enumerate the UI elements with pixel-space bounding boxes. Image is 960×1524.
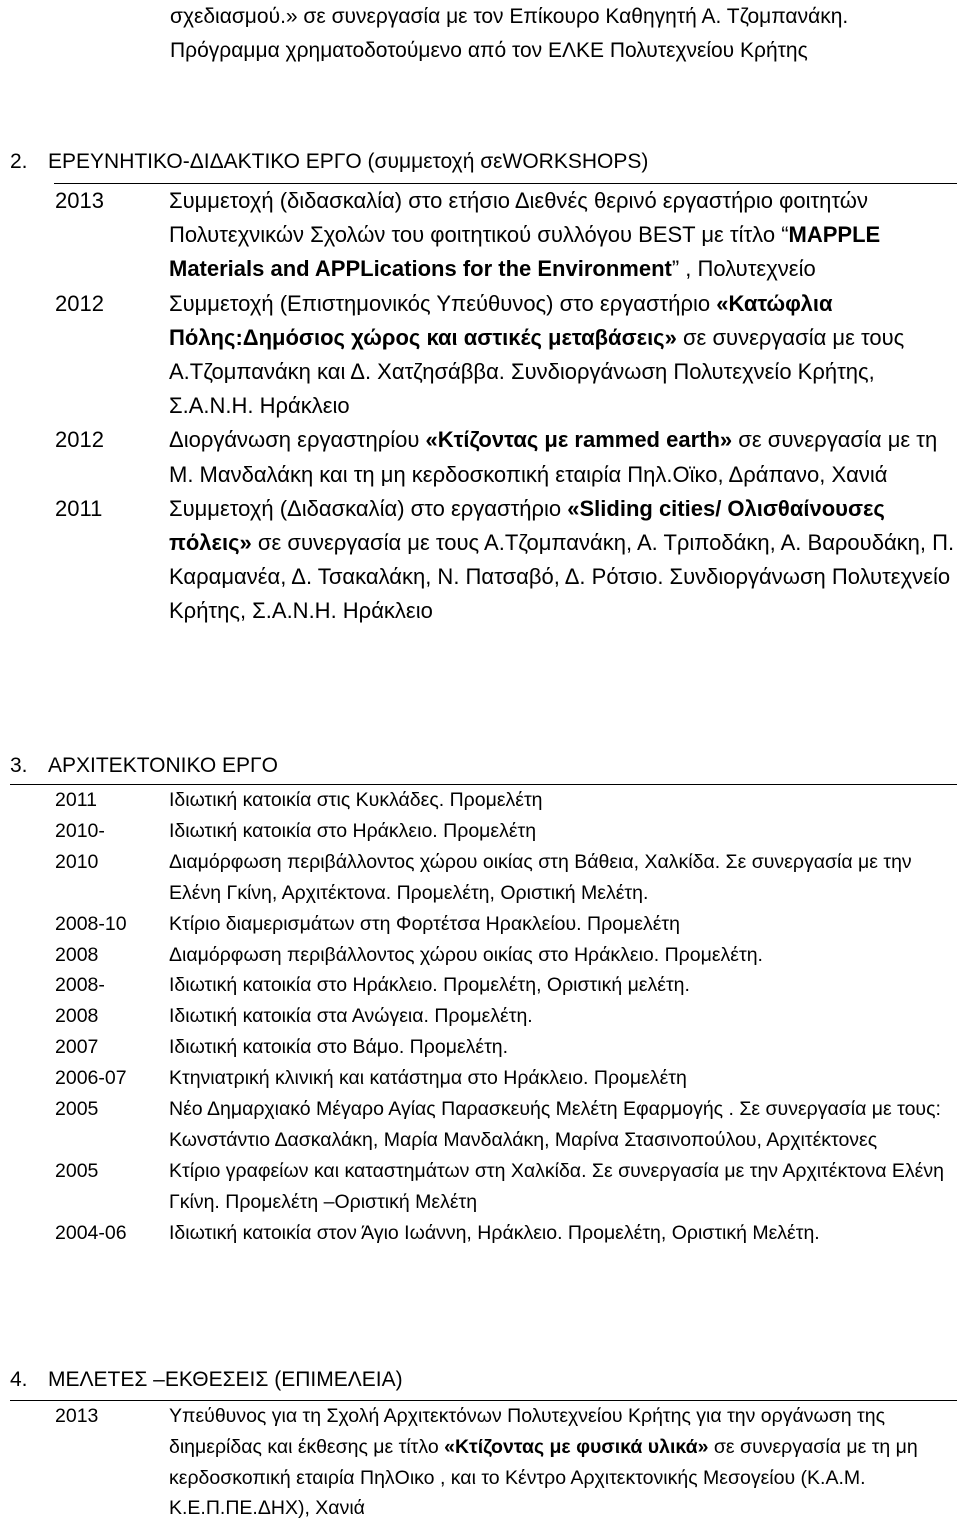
entry-text: σε συνεργασία με τους Α.Τζομπανάκη και Δ. Χατζησάββα. Συνδιοργάνωση Πολυτεχνείο Κρήτης, Σ.Α.Ν.Η. Ηράκλειο <box>169 324 905 419</box>
section-number: 2. <box>10 150 28 173</box>
entry-year: 2012 <box>55 427 104 453</box>
entry-year: 2013 <box>55 188 104 213</box>
section-title-text: ΕΡΕΥΝΗΤΙΚΟ-ΔΙΔΑΚΤΙΚΟ ΕΡΓΟ (συμμετοχή σεWORKSHOPS) <box>48 150 649 173</box>
section-2-heading <box>10 150 648 174</box>
entry-description <box>169 423 959 491</box>
entry-text: Υπεύθυνος για τη Σχολή Αρχιτεκτόνων Πολυτεχνείου Κρήτης για την οργάνωση της διημερίδας και έκθεσης με τίτλο <box>169 1405 885 1458</box>
entry-text: Συμμετοχή (Επιστημονικός Υπεύθυνος) στο εργαστήριο <box>169 290 717 316</box>
entry-bold-title: «Κατώφλια Πόλης:Δημόσιος χώρος και αστικές μεταβάσεις» <box>169 290 833 350</box>
entry-year: 2008 <box>55 1005 99 1028</box>
entry-description: Ιδιωτική κατοικία στο Βάμο. Προμελέτη. <box>169 1036 509 1059</box>
entry-text: Συμμετοχή (διδασκαλία) στο ετήσιο Διεθνές θερινό εργαστήριο φοιτητών Πολυτεχνικών Σχολών του φοιτητικού συλλόγου BEST με τίτλο “ <box>169 188 868 248</box>
entry-text: σε συνεργασία με τη Μ. Μανδαλάκη και τη μη κερδοσκοπική εταιρία Πηλ.Οϊκο, Δράπανο, Χανιά <box>169 427 938 487</box>
list-item <box>55 1001 954 1032</box>
entry-year: 2004-06 <box>55 1221 127 1244</box>
entry-bold-title: «Sliding cities/ Ολισθαίνουσες πόλεις» <box>169 495 885 556</box>
entry-year: 2005 <box>55 1159 99 1182</box>
entry-description: Ιδιωτική κατοικία στο Ηράκλειο. Προμελέτη <box>169 819 537 842</box>
entry-year: 2010- <box>55 819 105 842</box>
list-item <box>55 287 959 424</box>
entry-description: Κτηνιατρική κλινική και κατάστημα στο Ηράκλειο. Προμελέτη <box>169 1067 687 1090</box>
entry-description: Κτίριο διαμερισμάτων στη Φορτέτσα Ηρακλείου. Προμελέτη <box>169 912 680 935</box>
entry-description: Διαμόρφωση περιβάλλοντος χώρου οικίας στο Ηράκλειο. Προμελέτη. <box>169 943 763 966</box>
entry-description: Ιδιωτική κατοικία στις Κυκλάδες. Προμελέτη <box>169 789 543 811</box>
entry-year: 2005 <box>55 1098 99 1121</box>
entry-description: Διαμόρφωση περιβάλλοντος χώρου οικίας στη Βάθεια, Χαλκίδα. Σε συνεργασία με την Ελένη Γκίνη, Αρχιτέκτονα. Προμελέτη, Οριστική Μελέτη. <box>169 850 912 904</box>
entry-description <box>169 1401 954 1524</box>
section-title-text: ΑΡΧΙΤΕΚΤΟΝΙΚΟ ΕΡΓΟ <box>48 754 278 777</box>
entry-year: 2012 <box>55 290 104 316</box>
list-item <box>55 847 954 909</box>
section-title <box>10 754 278 778</box>
entry-text: ” , Πολυτεχνείο <box>671 256 816 282</box>
entry-year: 2010 <box>55 850 99 873</box>
list-item <box>55 1063 954 1094</box>
list-item <box>55 816 954 847</box>
list-item <box>55 785 954 816</box>
entry-bold-title: «Κτίζοντας με φυσικά υλικά» <box>444 1435 709 1458</box>
entry-bold-title: «Κτίζοντας με rammed earth» <box>425 427 733 453</box>
intro-line-2: Πρόγραμμα χρηματοδοτούμενο από τον ΕΛΚΕ Πολυτεχνείου Κρήτης <box>170 39 808 62</box>
section-title-text: ΜΕΛΕΤΕΣ –ΕΚΘΕΣΕΙΣ (ΕΠΙΜΕΛΕΙΑ) <box>48 1368 403 1391</box>
section-4-heading <box>10 1368 403 1392</box>
entry-year: 2008-10 <box>55 912 127 935</box>
entry-year: 2007 <box>55 1036 99 1059</box>
section-2-entries <box>55 184 959 629</box>
section-title <box>10 150 648 174</box>
entry-text: σε συνεργασία με τη μη κερδοσκοπική εταιρία ΠηλΟικο , και το Κέντρο Αρχιτεκτονικής Μεσογείου (Κ.Α.Μ. Κ.Ε.Π.ΠΕ.ΔΗΧ), Χανιά <box>169 1435 918 1520</box>
list-item <box>55 970 954 1001</box>
list-item <box>55 1094 954 1156</box>
list-item <box>55 1032 954 1063</box>
intro-line-1: σχεδιασμού.» σε συνεργασία με τον Επίκουρο Καθηγητή Α. Τζομπανάκη. <box>170 5 849 28</box>
entry-year: 2008- <box>55 974 105 997</box>
entry-description: Κτίριο γραφείων και καταστημάτων στη Χαλκίδα. Σε συνεργασία με την Αρχιτέκτονα Ελένη Γκίνη. Προμελέτη –Οριστική Μελέτη <box>169 1159 944 1213</box>
section-title <box>10 1368 403 1392</box>
entry-description <box>169 184 959 287</box>
entry-text: Συμμετοχή (Διδασκαλία) στο εργαστήριο <box>169 495 568 521</box>
section-3-entries <box>55 785 954 1249</box>
entry-year: 2011 <box>55 789 97 811</box>
entry-bold-title: MAPPLE Materials and APPLications for the Environment <box>169 222 881 282</box>
entry-description: Νέο Δημαρχιακό Μέγαρο Αγίας Παρασκευής Μελέτη Εφαρμογής . Σε συνεργασία με τους: Κωνστάντιο Δασκαλάκη, Μαρία Μανδαλάκη, Μαρίνα Στασινοπούλου, Αρχιτέκτονες <box>169 1098 941 1151</box>
list-item <box>55 1156 954 1218</box>
list-item <box>55 492 959 629</box>
entry-year: 2011 <box>55 495 103 521</box>
entry-year: 2006-07 <box>55 1067 127 1090</box>
list-item <box>55 423 959 491</box>
entry-text: Διοργάνωση εργαστηρίου <box>169 427 426 453</box>
entry-text: σε συνεργασία με τους Α.Τζομπανάκη, Α. Τριποδάκη, Α. Βαρουδάκη, Π. Καραμανέα, Δ. Τσακαλάκη, Ν. Πατσαβό, Δ. Ρότσιο. Συνδιοργάνωση Πολυτεχνείο Κρήτης, Σ.Α.Ν.Η. Ηράκλειο <box>169 530 955 624</box>
entry-year: 2008 <box>55 943 99 966</box>
entry-description: Ιδιωτική κατοικία στον Άγιο Ιωάννη, Ηράκλειο. Προμελέτη, Οριστική Μελέτη. <box>169 1221 820 1244</box>
entry-description: Ιδιωτική κατοικία στο Ηράκλειο. Προμελέτη, Οριστική μελέτη. <box>169 974 690 997</box>
entry-description <box>169 287 959 424</box>
list-item <box>55 1401 954 1524</box>
list-item <box>55 184 959 287</box>
entry-description: Ιδιωτική κατοικία στα Ανώγεια. Προμελέτη. <box>169 1005 533 1028</box>
list-item <box>55 909 954 940</box>
list-item <box>55 940 954 971</box>
list-item <box>55 1218 954 1249</box>
section-3-heading <box>10 754 278 778</box>
intro-text <box>170 0 848 68</box>
section-4-entries <box>55 1401 954 1524</box>
entry-description <box>169 492 959 629</box>
entry-year: 2013 <box>55 1405 99 1427</box>
section-number: 3. <box>10 754 28 777</box>
section-number: 4. <box>10 1368 28 1391</box>
